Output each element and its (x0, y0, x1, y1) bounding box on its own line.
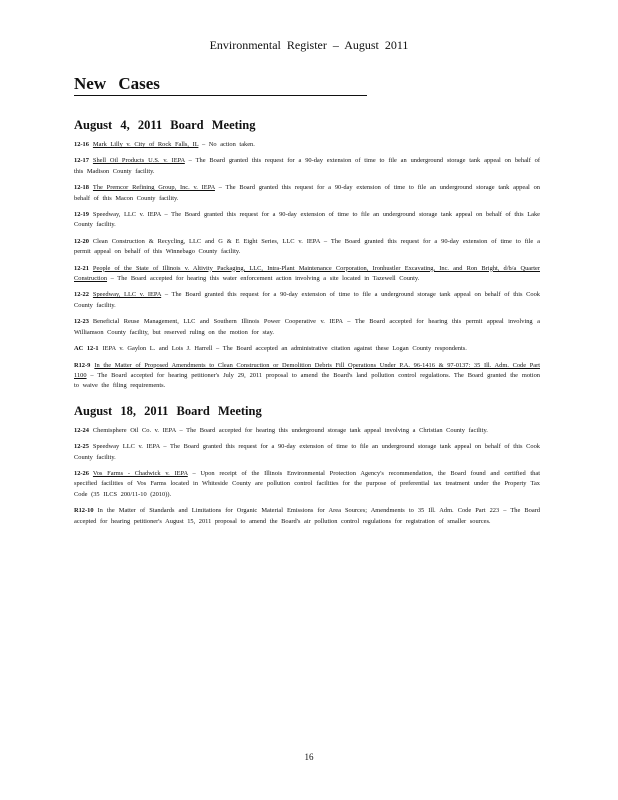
case-number: 12-24 (74, 426, 89, 434)
case-entry (74, 156, 540, 177)
case-entry (74, 506, 540, 527)
case-description: Chemisphere Oil Co. v. IEPA – The Board accepted for hearing this underground storage tank appeal involving a Christian County facility. (92, 426, 488, 434)
case-number: 12-16 (74, 141, 89, 148)
case-entry (74, 210, 540, 231)
case-description: Beneficial Reuse Management, LLC and Southern Illinois Power Cooperative v. IEPA – The Board accepted for hearing this permit appeal involving a Williamson County facility, but reserved ruling on the motion for stay. (74, 318, 540, 336)
cases-content (74, 118, 540, 533)
case-number: 12-25 (74, 443, 89, 451)
case-number: 12-23 (74, 318, 89, 326)
case-number: 12-20 (74, 237, 89, 245)
case-number: 12-22 (74, 291, 89, 299)
section-title: New Cases (74, 74, 160, 93)
case-entry (74, 361, 540, 392)
case-entry (74, 442, 540, 463)
page-number: 16 (304, 752, 314, 762)
case-description: – Upon receipt of the Illinois Environmental Protection Agency's recommendation, the Board found and certified that specified facilities of Vos Farms located in Whiteside County are pollution control facilities for the purpose of preferential tax treatment under the Property Tax Code (35 ILCS 200/11-10 (2010)). (74, 469, 540, 498)
case-caption: Shell Oil Products U.S. v. IEPA (92, 157, 185, 165)
case-description: Speedway LLC v. IEPA – The Board granted this request for a 90-day extension of time to file an underground storage tank appeal on behalf of this Cook County facility. (74, 443, 540, 461)
case-caption: People of the State of Illinois v. Altivity Packaging, LLC, Intra-Plant Maintenance Corporation, Ironhustler Excavating, Inc. and Ron Bright, d/b/a Quarter Construction (74, 264, 540, 283)
running-header: Environmental Register – August 2011 (209, 38, 409, 52)
case-entry (74, 426, 540, 436)
case-description: – No action taken. (198, 141, 255, 148)
case-description: – The Board granted this request for a 90-day extension of time to file an underground storage tank appeal on behalf of this Macon County facility. (74, 184, 540, 202)
case-caption: Speedway, LLC v. IEPA (92, 291, 162, 299)
case-number: R12-10 (74, 507, 94, 515)
case-entry (74, 344, 540, 354)
case-number: 12-21 (74, 264, 89, 272)
case-caption: Mark Lilly v. City of Rock Falls, IL (92, 141, 199, 148)
case-description: – The Board granted this request for a 90-day extension of time to file a underground storage tank appeal on behalf of this Cook County facility. (74, 291, 541, 309)
meeting-heading: August 18, 2011 Board Meeting (74, 403, 262, 418)
case-entry (74, 183, 540, 204)
meeting-entries (74, 426, 540, 527)
case-entry (74, 290, 540, 311)
case-description: – The Board accepted for hearing petitioner's July 29, 2011 proposal to amend the Board's land pollution control regulations. The Board granted the motion to waive the filing requirements. (74, 371, 540, 390)
case-number: AC 12-1 (74, 345, 99, 353)
case-description: In the Matter of Standards and Limitations for Organic Material Emissions for Area Sources; Amendments to 35 Ill. Adm. Code Part 223 – The Board accepted for hearing petitioner's August 15, 2011 proposal to amend the Board's air pollution control regulations for registration of smaller sources. (74, 507, 540, 525)
case-number: 12-17 (74, 157, 89, 165)
case-entry (74, 140, 540, 150)
case-description: Clean Construction & Recycling, LLC and G & E Eight Series, LLC v. IEPA – The Board granted this request for a 90-day extension of time to file a permit appeal on behalf of this Winnebago County facility. (74, 237, 540, 256)
case-caption: Vos Farms - Chadwick v. IEPA (92, 469, 188, 477)
case-description: – The Board granted this request for a 90-day extension of time to file an underground storage tank appeal on behalf of this Madison County facility. (74, 157, 540, 175)
section-title-rule (74, 95, 367, 96)
case-entry (74, 237, 540, 258)
case-number: 12-18 (74, 184, 89, 192)
case-number: 12-19 (74, 211, 89, 219)
meeting-heading: August 4, 2011 Board Meeting (74, 118, 256, 132)
case-description: – The Board accepted for hearing this water enforcement action involving a site located in Tazewell County. (107, 275, 420, 283)
case-caption: In the Matter of Proposed Amendments to Clean Construction or Demolition Debris Fill Operations Under P.A. 96-1416 & 97-0137: 35 Ill. Adm. Code Part 1100 (74, 361, 540, 379)
case-number: R12-9 (74, 361, 91, 369)
case-entry (74, 317, 540, 338)
case-description: Speedway, LLC v. IEPA – The Board granted this request for a 90-day extension of time to file an underground storage tank appeal on behalf of this Lake County facility. (74, 211, 540, 229)
case-entry (74, 264, 540, 285)
case-description: IEPA v. Gaylon L. and Lois J. Harrell – The Board accepted an administrative citation against these Logan County respondents. (102, 345, 467, 353)
case-number: 12-26 (74, 469, 89, 477)
meeting-entries (74, 140, 540, 392)
case-entry (74, 469, 540, 500)
case-caption: The Premcor Refining Group, Inc. v. IEPA (92, 184, 215, 192)
